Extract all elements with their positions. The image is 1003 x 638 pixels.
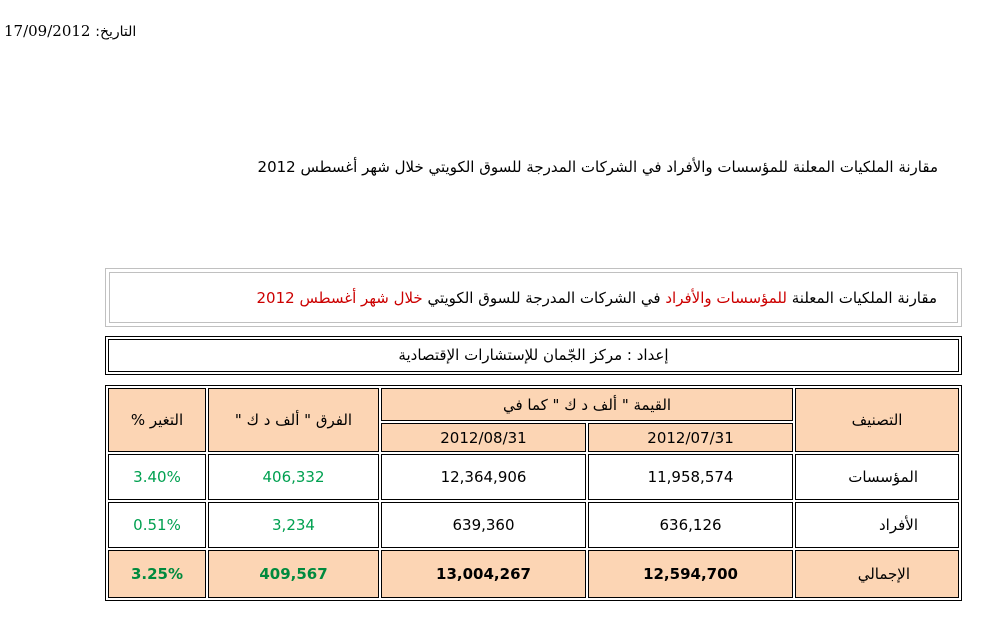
total-value-2: 13,004,267 <box>381 550 586 598</box>
header-date-2: 2012/08/31 <box>381 423 586 452</box>
header-difference: الفرق " ألف د ك " <box>208 388 379 452</box>
total-change: 3.25% <box>108 550 206 598</box>
holdings-table <box>105 385 962 601</box>
page-title: مقارنة الملكيات المعلنة للمؤسسات والأفراد في الشركات المدرجة للسوق الكويتي خلال شهر أغسطس 2012 <box>257 158 938 176</box>
total-category: الإجمالي <box>795 550 959 598</box>
row-value-1: 636,126 <box>588 502 793 548</box>
title-part-4-highlight: خلال شهر أغسطس 2012 <box>256 289 423 307</box>
title-box-text <box>109 272 958 323</box>
total-difference: 409,567 <box>208 550 379 598</box>
header-date-1: 2012/07/31 <box>588 423 793 452</box>
date-value: 17/09/2012 <box>4 22 91 40</box>
title-part-3: في الشركات المدرجة للسوق الكويتي <box>422 289 666 307</box>
row-value-2: 639,360 <box>381 502 586 548</box>
report-date <box>4 22 136 40</box>
header-category: التصنيف <box>795 388 959 452</box>
row-difference: 3,234 <box>208 502 379 548</box>
row-category: الأفراد <box>795 502 959 548</box>
total-value-1: 12,594,700 <box>588 550 793 598</box>
row-change: 0.51% <box>108 502 206 548</box>
total-row <box>108 550 959 598</box>
header-change: التغير % <box>108 388 206 452</box>
table-row <box>108 502 959 548</box>
row-category: المؤسسات <box>795 454 959 500</box>
title-box <box>105 268 962 327</box>
date-label: التاريخ: <box>95 24 137 40</box>
title-part-2-highlight: للمؤسسات والأفراد <box>665 289 787 307</box>
row-difference: 406,332 <box>208 454 379 500</box>
row-value-2: 12,364,906 <box>381 454 586 500</box>
header-value-group: القيمة " ألف د ك " كما في <box>381 388 793 421</box>
title-part-1: مقارنة الملكيات المعلنة <box>786 289 937 307</box>
table-row <box>108 454 959 500</box>
prepared-by-box <box>105 336 962 375</box>
row-change: 3.40% <box>108 454 206 500</box>
prepared-by-text: إعداد : مركز الجّمان للإستشارات الإقتصادية <box>108 339 959 372</box>
row-value-1: 11,958,574 <box>588 454 793 500</box>
